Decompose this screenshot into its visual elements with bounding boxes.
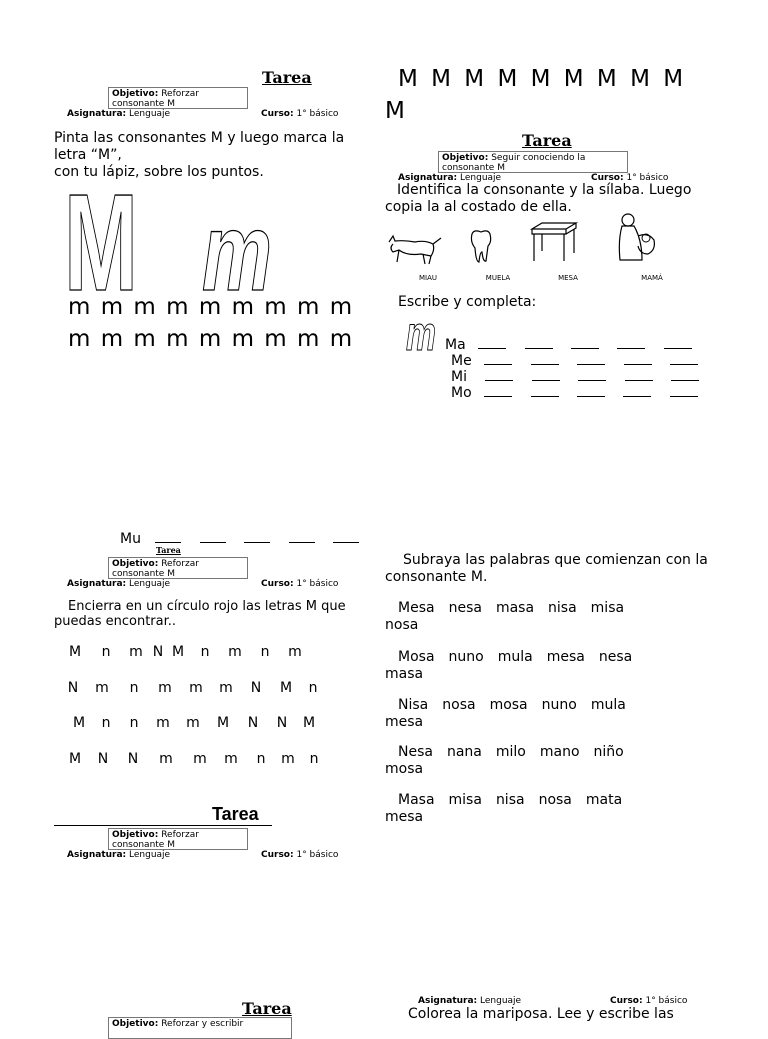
- objective-label: Objetivo:: [442, 153, 489, 163]
- subject-label: Asignatura:: [398, 173, 458, 183]
- blank-line: [670, 384, 698, 397]
- blank-line: [617, 336, 645, 349]
- word-row-4: [385, 744, 705, 778]
- word: Mosa: [398, 649, 435, 665]
- grid-letter: n: [309, 751, 319, 767]
- word: niño: [593, 744, 624, 760]
- svg-text:M: M: [64, 186, 138, 294]
- section1-subject: [67, 109, 170, 119]
- blank-line: [578, 368, 606, 381]
- blank-line: [531, 384, 559, 397]
- objective-label: Objetivo:: [112, 559, 159, 569]
- course-label: Curso:: [261, 579, 294, 589]
- section6-course: [610, 996, 687, 1006]
- grid-letter: M: [302, 715, 316, 731]
- section6-instruction: Colorea la mariposa. Lee y escribe las: [408, 1006, 674, 1022]
- blank-line: [200, 530, 226, 543]
- word: nesa: [598, 649, 633, 665]
- grid-letter: m: [193, 751, 207, 767]
- blank-line: [623, 384, 651, 397]
- section2-write-title: Escribe y completa:: [398, 294, 537, 310]
- grid-letter: m: [281, 751, 295, 767]
- blank-line: [484, 352, 512, 365]
- grid-letter: n: [129, 680, 139, 696]
- section3-course: [261, 579, 338, 589]
- grid-letter: m: [288, 644, 302, 660]
- picture-label-miau: MIAU: [418, 274, 438, 282]
- tooth-icon: [468, 228, 494, 264]
- word: Nesa: [398, 744, 433, 760]
- course-value: 1° básico: [626, 173, 669, 183]
- grid-letter: N: [250, 680, 262, 696]
- blank-line: [577, 352, 605, 365]
- subject-label: Asignatura:: [67, 579, 127, 589]
- picture-label-mama: MAMÁ: [641, 274, 663, 282]
- section3-subject: [67, 579, 170, 589]
- small-outline-lowercase-m: [404, 312, 440, 354]
- letter-grid-row-3: [66, 715, 322, 731]
- course-label: Curso:: [261, 850, 294, 860]
- grid-letter: m: [228, 644, 242, 660]
- word: Mesa: [398, 600, 435, 616]
- section3-instruction: Encierra en un círculo rojo las letras M que puedas encontrar..: [54, 599, 346, 629]
- blank-line: [571, 336, 599, 349]
- letter-grid-row-4: [62, 751, 328, 767]
- blank-line: [484, 384, 512, 397]
- word: mata: [585, 792, 623, 808]
- word: misa: [590, 600, 625, 616]
- section1-title: Tarea: [262, 68, 312, 87]
- section1-objective-box: [108, 87, 248, 109]
- grid-letter: n: [101, 715, 111, 731]
- grid-letter: N: [276, 715, 288, 731]
- picture-label-mesa: MESA: [558, 274, 578, 282]
- word-row-3: [385, 697, 705, 731]
- grid-letter: N: [247, 715, 259, 731]
- section6-objective-box: [108, 1017, 292, 1039]
- grid-letter: M: [216, 715, 230, 731]
- section1-instruction: Pinta las consonantes M y luego marca la letra “M”, con tu lápiz, sobre los puntos.: [54, 130, 345, 180]
- word: mano: [539, 744, 580, 760]
- word: nisa: [495, 792, 525, 808]
- word: misa: [448, 792, 482, 808]
- svg-text:m: m: [406, 312, 436, 354]
- blank-line: [155, 530, 181, 543]
- section6-title: Tarea: [242, 999, 292, 1018]
- word: nosa: [538, 792, 572, 808]
- word: nuno: [448, 649, 484, 665]
- word: masa: [495, 600, 535, 616]
- objective-text: Reforzar consonante M: [112, 89, 199, 109]
- word: mesa: [385, 714, 424, 730]
- word: nesa: [448, 600, 482, 616]
- grid-letter: M: [68, 644, 82, 660]
- mother-child-icon: [614, 210, 660, 264]
- objective-text: Reforzar consonante M: [112, 559, 199, 579]
- grid-letter: m: [189, 680, 203, 696]
- word-row-5: [385, 792, 705, 826]
- grid-letter: n: [101, 644, 111, 660]
- section2-title: Tarea: [522, 131, 572, 150]
- big-outline-uppercase-m: [62, 186, 142, 294]
- section2-objective-box: [438, 151, 628, 173]
- section3-objective-box: [108, 557, 248, 579]
- big-outline-lowercase-m: [198, 198, 278, 294]
- word: nana: [446, 744, 482, 760]
- course-value: 1° básico: [296, 109, 339, 119]
- word: mosa: [385, 761, 424, 777]
- blank-line: [333, 530, 359, 543]
- blank-line: [625, 368, 653, 381]
- blank-line: [531, 352, 559, 365]
- subject-label: Asignatura:: [67, 109, 127, 119]
- grid-letter: m: [156, 715, 170, 731]
- word: mula: [590, 697, 626, 713]
- section5-rule: [54, 825, 272, 826]
- syllable-label: Mu: [120, 531, 141, 547]
- section1-letter-row-2: m m m m m m m m m: [68, 326, 353, 352]
- section2-instruction: Identifica la consonante y la sílaba. Luego copia la al costado de ella.: [385, 182, 692, 215]
- section6-subject: [418, 996, 521, 1006]
- word: nuno: [541, 697, 577, 713]
- grid-letter: n: [308, 680, 318, 696]
- blank-line: [289, 530, 315, 543]
- blank-line: [532, 368, 560, 381]
- grid-letter: N: [97, 751, 109, 767]
- grid-letter: m: [219, 680, 233, 696]
- grid-letter: m: [95, 680, 109, 696]
- blank-line: [670, 352, 698, 365]
- word: nisa: [548, 600, 577, 616]
- picture-label-muela: MUELA: [485, 274, 511, 282]
- course-label: Curso:: [610, 996, 643, 1006]
- grid-letter: m: [129, 644, 143, 660]
- section5-subject: [67, 850, 170, 860]
- table-icon: [528, 221, 580, 263]
- objective-label: Objetivo:: [112, 89, 159, 99]
- section4-instruction: Subraya las palabras que comienzan con la consonante M.: [385, 552, 708, 585]
- objective-label: Objetivo:: [112, 830, 159, 840]
- section1-letter-row-1: m m m m m m m m m: [68, 294, 353, 320]
- syllable-label: Ma: [445, 337, 466, 353]
- word: mesa: [385, 809, 424, 825]
- objective-label: Objetivo:: [112, 1019, 159, 1029]
- grid-letter: N: [67, 680, 79, 696]
- grid-letter: M: [279, 680, 293, 696]
- subject-value: Lenguaje: [129, 850, 171, 860]
- word: milo: [495, 744, 526, 760]
- grid-letter: N: [152, 644, 164, 660]
- section5-title: Tarea: [212, 804, 259, 824]
- cat-icon: [385, 228, 443, 266]
- section3-title: Tarea: [156, 545, 181, 555]
- syllable-label: Mo: [451, 385, 472, 401]
- objective-text: Reforzar consonante M: [112, 830, 199, 850]
- blank-line: [478, 336, 506, 349]
- course-value: 1° básico: [296, 850, 339, 860]
- blank-line: [624, 352, 652, 365]
- course-label: Curso:: [591, 173, 624, 183]
- blank-line: [671, 368, 699, 381]
- subject-value: Lenguaje: [480, 996, 522, 1006]
- syllable-row-mo: [451, 384, 698, 402]
- letter-grid-row-2: [62, 680, 324, 696]
- section5-objective-box: [108, 828, 248, 850]
- grid-letter: n: [129, 715, 139, 731]
- syllable-label: Me: [451, 353, 472, 369]
- blank-line: [244, 530, 270, 543]
- svg-text:m: m: [202, 198, 272, 294]
- objective-text: Seguir conociendo la consonante M: [442, 153, 586, 173]
- word: masa: [385, 666, 424, 682]
- course-label: Curso:: [261, 109, 294, 119]
- section1-course: [261, 109, 338, 119]
- word: mosa: [489, 697, 528, 713]
- subject-label: Asignatura:: [418, 996, 478, 1006]
- subject-label: Asignatura:: [67, 850, 127, 860]
- grid-letter: M: [68, 751, 82, 767]
- blank-line: [664, 336, 692, 349]
- grid-letter: m: [158, 680, 172, 696]
- word-row-1: [385, 600, 705, 634]
- syllable-label: Mi: [451, 369, 467, 385]
- word: mesa: [546, 649, 585, 665]
- top-right-m-row: M M M M M M M M M: [398, 66, 684, 92]
- subject-value: Lenguaje: [460, 173, 502, 183]
- grid-letter: m: [159, 751, 173, 767]
- grid-letter: n: [256, 751, 266, 767]
- grid-letter: n: [260, 644, 270, 660]
- grid-letter: M: [171, 644, 185, 660]
- word: mula: [497, 649, 533, 665]
- course-value: 1° básico: [645, 996, 688, 1006]
- grid-letter: n: [200, 644, 210, 660]
- word: Nisa: [398, 697, 429, 713]
- section5-course: [261, 850, 338, 860]
- top-right-m-extra: M: [385, 98, 405, 124]
- blank-line: [577, 384, 605, 397]
- word-row-2: [385, 649, 705, 683]
- grid-letter: M: [72, 715, 86, 731]
- course-value: 1° básico: [296, 579, 339, 589]
- blank-line: [525, 336, 553, 349]
- grid-letter: m: [224, 751, 238, 767]
- subject-value: Lenguaje: [129, 109, 171, 119]
- word: nosa: [385, 617, 419, 633]
- blank-line: [485, 368, 513, 381]
- grid-letter: m: [186, 715, 200, 731]
- subject-value: Lenguaje: [129, 579, 171, 589]
- grid-letter: N: [127, 751, 139, 767]
- word: nosa: [442, 697, 476, 713]
- objective-text: Reforzar y escribir: [161, 1019, 244, 1029]
- letter-grid-row-1: [62, 644, 308, 660]
- word: Masa: [398, 792, 435, 808]
